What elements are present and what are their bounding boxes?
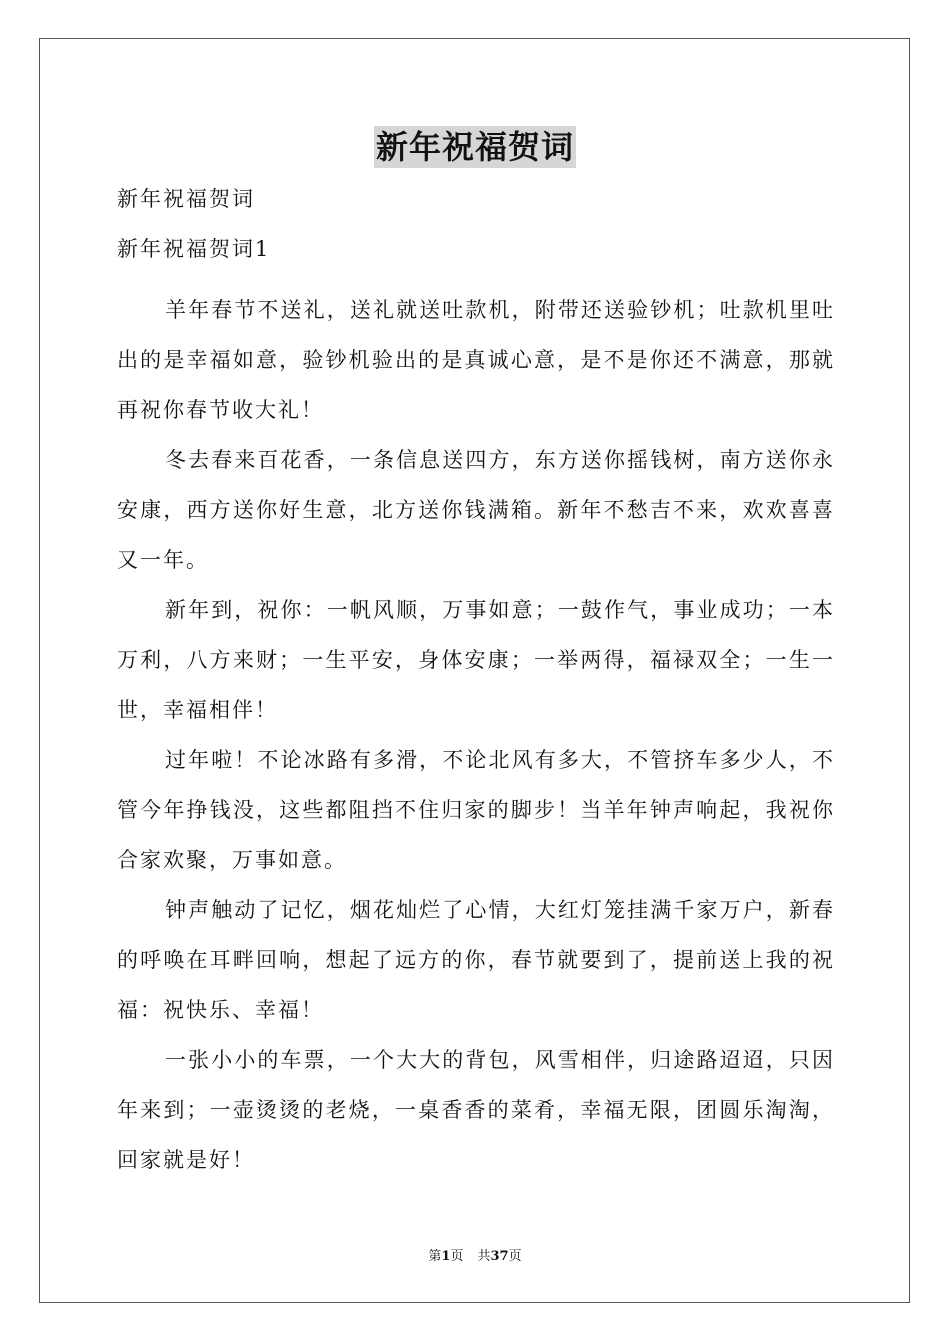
document-title [0, 126, 950, 170]
document-title-text: 新年祝福贺词 [375, 128, 574, 166]
section-heading: 新年祝福贺词1 [117, 237, 271, 261]
page-footer [0, 1248, 950, 1266]
paragraph-5: 钟声触动了记忆，烟花灿烂了心情，大红灯笼挂满千家万户，新春的呼唤在耳畔回响，想起了远方的你，春节就要到了，提前送上我的祝福：祝快乐、幸福！ [117, 898, 835, 1022]
document-subtitle: 新年祝福贺词 [117, 187, 255, 211]
paragraph-1: 羊年春节不送礼，送礼就送吐款机，附带还送验钞机；吐款机里吐出的是幸福如意，验钞机验出的是真诚心意，是不是你还不满意，那就再祝你春节收大礼！ [117, 298, 835, 422]
paragraph-6: 一张小小的车票，一个大大的背包，风雪相伴，归途路迢迢，只因年来到；一壶烫烫的老烧，一桌香香的菜肴，幸福无限，团圆乐淘淘，回家就是好！ [117, 1048, 835, 1172]
page-total-number: 37 [490, 1249, 509, 1264]
document-body [117, 285, 835, 1185]
total-suffix: 页 [508, 1249, 522, 1264]
paragraph-4: 过年啦！不论冰路有多滑，不论北风有多大，不管挤车多少人，不管今年挣钱没，这些都阻挡不住归家的脚步！当羊年钟声响起，我祝你合家欢聚，万事如意。 [117, 748, 835, 872]
paragraph-3: 新年到，祝你：一帆风顺，万事如意；一鼓作气，事业成功；一本万利，八方来财；一生平安，身体安康；一举两得，福禄双全；一生一世，幸福相伴！ [117, 598, 835, 722]
page-current-number: 1 [441, 1249, 451, 1264]
paragraph-2: 冬去春来百花香，一条信息送四方，东方送你摇钱树，南方送你永安康，西方送你好生意，北方送你钱满箱。新年不愁吉不来，欢欢喜喜又一年。 [117, 448, 835, 572]
total-prefix: 共 [477, 1249, 491, 1264]
page-suffix: 页 [450, 1249, 464, 1264]
page-prefix: 第 [428, 1249, 442, 1264]
